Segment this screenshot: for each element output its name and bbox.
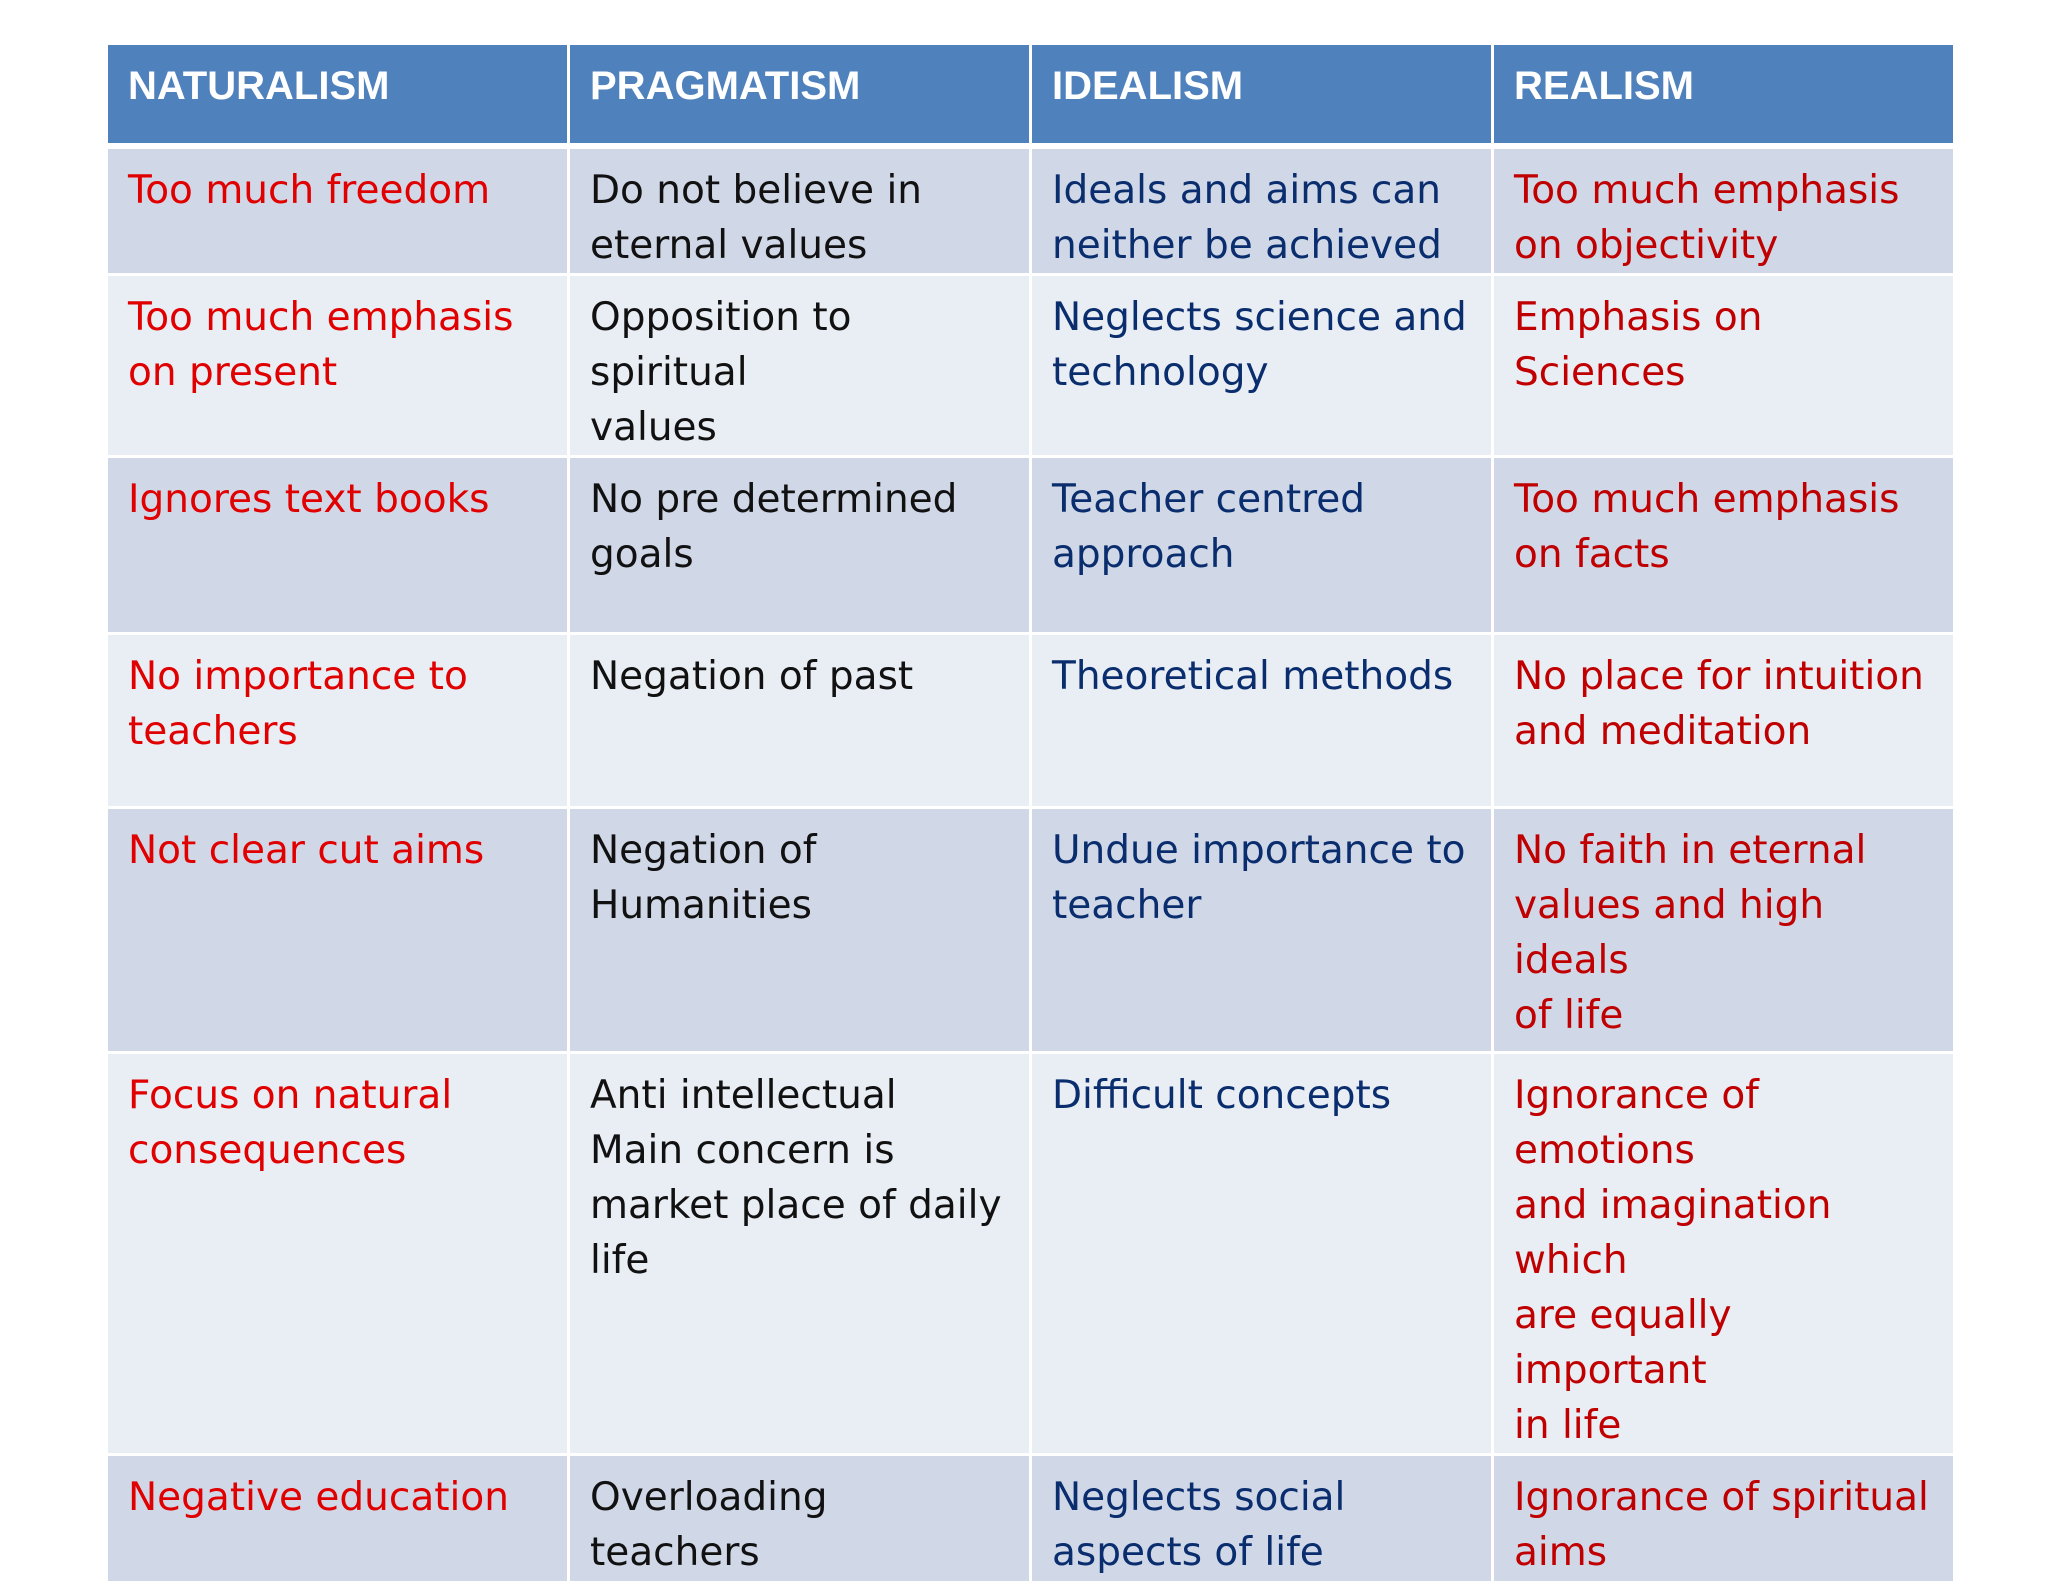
- cell-pragmatism: [569, 146, 1031, 275]
- cell-realism: [1493, 1053, 1955, 1455]
- cell-naturalism: [107, 275, 569, 457]
- table-row: [107, 275, 1955, 457]
- table-row: [107, 457, 1955, 634]
- cell-idealism: [1031, 275, 1493, 457]
- cell-text: No importance to teachers: [128, 654, 468, 754]
- cell-realism: [1493, 1455, 1955, 1583]
- cell-idealism: [1031, 808, 1493, 1053]
- cell-pragmatism: [569, 808, 1031, 1053]
- cell-idealism: [1031, 146, 1493, 275]
- cell-idealism: [1031, 1455, 1493, 1583]
- cell-text: Undue importance to teacher: [1052, 828, 1466, 928]
- philosophy-comparison-table: [105, 42, 1956, 1584]
- table-row: [107, 808, 1955, 1053]
- table-row: [107, 1455, 1955, 1583]
- cell-realism: [1493, 146, 1955, 275]
- cell-text: Overloading teachers: [590, 1475, 828, 1575]
- cell-text: Neglects social aspects of life: [1052, 1475, 1346, 1575]
- cell-naturalism: [107, 1053, 569, 1455]
- cell-text: Not clear cut aims: [128, 828, 485, 873]
- cell-text: Neglects science and technology: [1052, 295, 1467, 395]
- cell-realism: [1493, 808, 1955, 1053]
- cell-text: Theoretical methods: [1052, 654, 1454, 699]
- cell-text: Negation of past: [590, 654, 914, 699]
- header-row: [107, 44, 1955, 147]
- cell-naturalism: [107, 457, 569, 634]
- header-pragmatism: PRAGMATISM: [569, 44, 1031, 147]
- cell-realism: [1493, 457, 1955, 634]
- cell-text: Ignorance of emotions and imagination which are equally important in life: [1514, 1073, 1832, 1448]
- cell-text: Difficult concepts: [1052, 1073, 1392, 1118]
- cell-text: Too much freedom: [128, 168, 491, 213]
- cell-text: Ignorance of spiritual aims: [1514, 1475, 1929, 1575]
- cell-naturalism: [107, 1455, 569, 1583]
- cell-text: Emphasis on Sciences: [1514, 295, 1763, 395]
- cell-text: No pre determined goals: [590, 477, 958, 577]
- cell-pragmatism: [569, 275, 1031, 457]
- cell-idealism: [1031, 1053, 1493, 1455]
- cell-text: Teacher centred approach: [1052, 477, 1366, 577]
- table-row: [107, 1053, 1955, 1455]
- cell-text: Negative education: [128, 1475, 509, 1520]
- cell-pragmatism: [569, 634, 1031, 808]
- cell-pragmatism: [569, 1455, 1031, 1583]
- cell-realism: [1493, 634, 1955, 808]
- cell-idealism: [1031, 634, 1493, 808]
- cell-text: Negation of Humanities: [590, 828, 817, 928]
- header-naturalism: NATURALISM: [107, 44, 569, 147]
- table-row: [107, 634, 1955, 808]
- cell-text: Anti intellectual Main concern is market place of daily life: [590, 1073, 1002, 1283]
- cell-text: No faith in eternal values and high ideals of life: [1514, 828, 1867, 1038]
- cell-text: Do not believe in eternal values: [590, 168, 922, 268]
- cell-text: Focus on natural consequences: [128, 1073, 453, 1173]
- cell-text: Too much emphasis on facts: [1514, 477, 1900, 577]
- cell-text: Ignores text books: [128, 477, 490, 522]
- cell-naturalism: [107, 808, 569, 1053]
- cell-text: Ideals and aims can neither be achieved: [1052, 168, 1442, 268]
- table-row: [107, 146, 1955, 275]
- cell-naturalism: [107, 634, 569, 808]
- header-idealism: IDEALISM: [1031, 44, 1493, 147]
- cell-pragmatism: [569, 1053, 1031, 1455]
- cell-naturalism: [107, 146, 569, 275]
- cell-text: Too much emphasis on present: [128, 295, 514, 395]
- cell-pragmatism: [569, 457, 1031, 634]
- header-realism: REALISM: [1493, 44, 1955, 147]
- cell-idealism: [1031, 457, 1493, 634]
- cell-text: Opposition to spiritual values: [590, 295, 852, 450]
- cell-realism: [1493, 275, 1955, 457]
- cell-text: No place for intuition and meditation: [1514, 654, 1924, 754]
- cell-text: Too much emphasis on objectivity: [1514, 168, 1900, 268]
